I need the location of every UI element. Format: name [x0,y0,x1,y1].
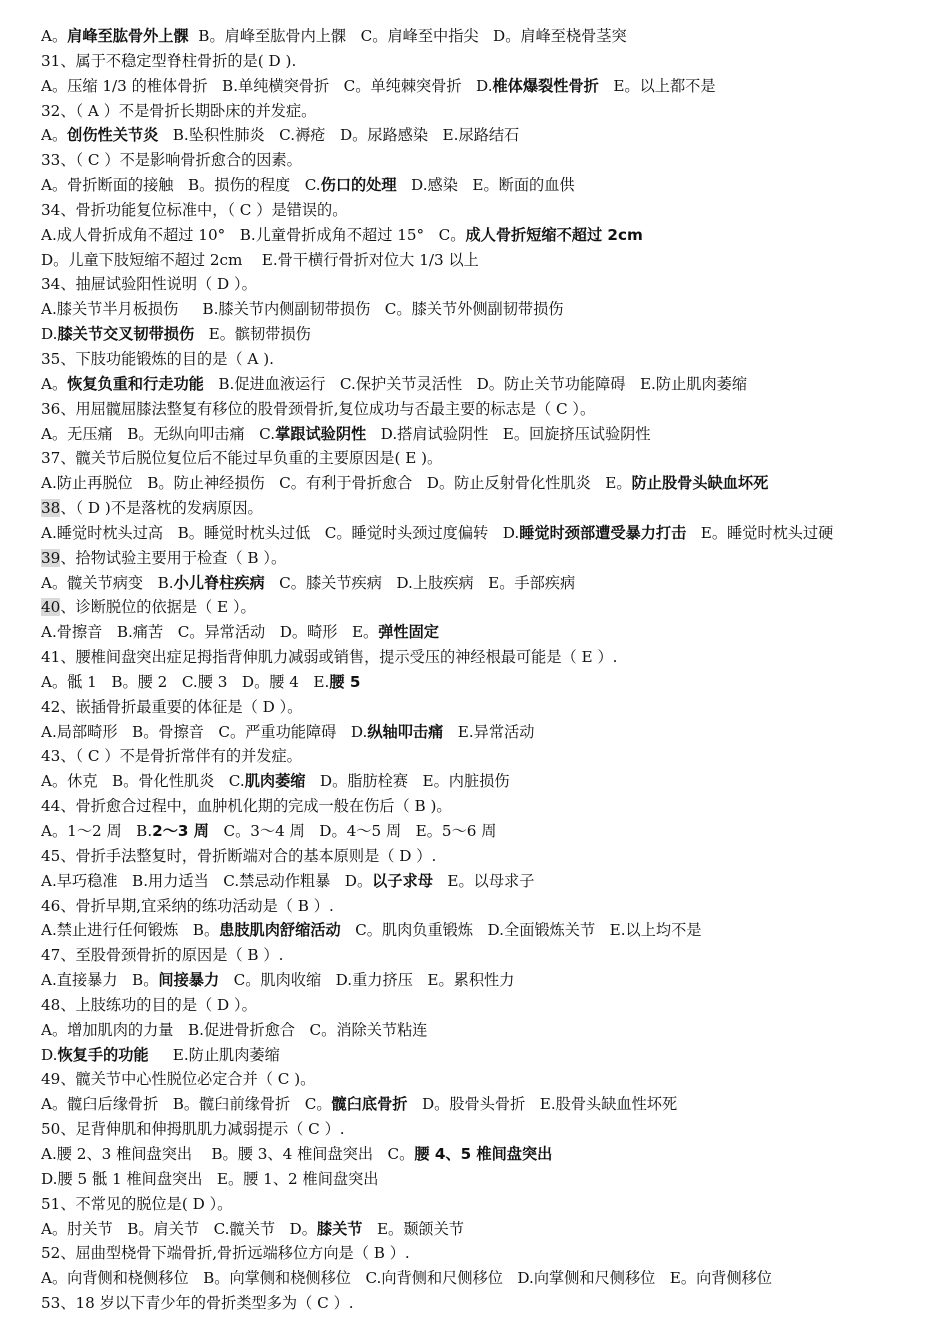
text-line [41,198,946,223]
answer-highlight: 患肢肌肉舒缩活动 [219,921,341,940]
text-segment: A.膝关节半月板损伤 B.膝关节内侧副韧带损伤 C。膝关节外侧副韧带损伤 [41,300,564,319]
text-line [41,993,946,1018]
text-segment: A.禁止进行任何锻炼 B。 [41,921,220,940]
text-line [41,322,946,347]
text-line [41,844,946,869]
text-line [41,869,946,894]
text-segment: E。颞颌关节 [362,1219,464,1238]
text-segment: D. [41,325,58,344]
text-segment: A。骶 1 B。腰 2 C.腰 3 D。腰 4 E. [41,672,330,691]
text-segment: 45、骨折手法整复时，骨折断端对合的基本原则是（ D ）. [41,846,437,865]
text-line [41,794,946,819]
text-segment: D. [41,1045,58,1064]
text-segment: 53、18 岁以下青少年的骨折类型多为（ C ）. [41,1294,354,1313]
answer-highlight: 伤口的处理 [320,176,397,195]
text-segment: D。脂肪栓赛 E。内脏损伤 [305,772,510,791]
answer-highlight: 恢复手的功能 [57,1045,149,1064]
text-line [41,918,946,943]
text-segment: 36、用屈髋屈膝法整复有移位的股骨颈骨折,复位成功与否最主要的标志是（ C ）。 [41,399,596,418]
question-text-block [41,24,946,1316]
text-segment: B.坠积性肺炎 C.褥疮 D。尿路感染 E.尿路结石 [158,126,520,145]
answer-highlight: 2～3 周 [152,822,209,840]
highlighted-number: 39 [41,548,61,567]
text-segment: A.睡觉时枕头过高 B。睡觉时枕头过低 C。睡觉时头颈过度偏转 D. [41,523,520,542]
text-segment: D。儿童下肢短缩不超过 2cm E.骨干横行骨折对位大 1/3 以上 [41,250,479,269]
answer-highlight: 腰 5 [329,672,361,691]
text-segment: E.防止肌肉萎缩 [148,1045,280,1064]
text-line [41,521,946,546]
text-line [41,1142,946,1167]
text-line [41,397,946,422]
text-line [41,148,946,173]
text-segment: A。 [41,27,68,45]
text-segment: 51、不常见的脱位是( D ）。 [41,1194,233,1213]
text-segment: 32、（ A ）不是骨折长期卧床的并发症。 [41,101,317,120]
text-segment: 33、（ C ）不是影响骨折愈合的因素。 [41,151,302,170]
text-segment: 47、至股骨颈骨折的原因是（ B ）. [41,946,284,965]
text-segment: A.直接暴力 B。 [41,971,159,990]
text-line [41,1117,946,1142]
text-segment: C。3～4 周 D。4～5 周 E。5～6 周 [208,822,497,840]
text-segment: C。膝关节疾病 D.上肢疾病 E。手部疾病 [264,573,576,592]
text-segment: D.腰 5 骶 1 椎间盘突出 E。腰 1、2 椎间盘突出 [41,1169,379,1188]
text-line [41,1217,946,1242]
text-segment: D.感染 E。断面的血供 [396,176,575,195]
text-line [41,248,946,273]
text-line [41,1192,946,1217]
answer-highlight: 髋臼底骨折 [331,1095,408,1114]
answer-highlight: 肌肉萎缩 [244,772,306,791]
text-segment: D。股骨头骨折 E.股骨头缺血性坏死 [407,1095,678,1114]
text-segment: 46、骨折早期,宜采纳的练功活动是（ B ）. [41,896,334,915]
answer-highlight: 以子求母 [372,871,433,890]
text-segment: 43、（ C ）不是骨折常伴有的并发症。 [41,747,302,766]
text-segment: A.成人骨折成角不超过 10° B.儿童骨折成角不超过 15° C。 [41,225,466,244]
answer-highlight: 间接暴力 [158,971,220,990]
text-line [41,99,946,124]
answer-highlight: 创伤性关节炎 [67,126,159,145]
text-segment: A。骨折断面的接触 B。损伤的程度 C. [41,176,321,195]
text-segment: A.防止再脱位 B。防止神经损伤 C。有利于骨折愈合 D。防止反射骨化性肌炎 E。 [41,474,632,493]
highlighted-number: 38 [41,499,61,518]
answer-highlight: 小儿脊柱疾病 [173,573,265,592]
text-segment: 、拾物试验主要用于检查（ B ）。 [60,548,287,567]
text-line [41,695,946,720]
text-line [41,1067,946,1092]
text-segment: 44、骨折愈合过程中，血肿机化期的完成一般在伤后（ B )。 [41,797,452,816]
text-segment: A.局部畸形 B。骨擦音 C。严重功能障碍 D. [41,722,368,741]
text-segment: A。压缩 1/3 的椎体骨折 B.单纯横突骨折 C。单纯棘突骨折 D. [41,76,493,95]
text-segment: 42、嵌插骨折最重要的体征是（ D ）。 [41,697,303,716]
text-line [41,546,946,571]
text-line [41,1018,946,1043]
text-segment: E。以上都不是 [598,76,716,95]
text-line [41,446,946,471]
text-line [41,1266,946,1291]
text-segment: E。睡觉时枕头过硬 [686,523,834,542]
answer-highlight: 腰 4、5 椎间盘突出 [414,1144,553,1163]
answer-highlight: 纵轴叩击痛 [367,722,444,741]
text-line [41,422,946,447]
text-line [41,620,946,645]
text-segment: E。以母求子 [432,871,535,890]
text-line [41,819,946,844]
text-line [41,720,946,745]
text-line [41,943,946,968]
answer-highlight: 弹性固定 [378,623,439,642]
text-segment: 37、髋关节后脱位复位后不能过早负重的主要原因是( E )。 [41,449,443,468]
text-line [41,645,946,670]
text-segment: 48、上肢练功的目的是（ D ）。 [41,995,257,1014]
text-segment: A。向背侧和桡侧移位 B。向掌侧和桡侧移位 C.向背侧和尺侧移位 D.向掌侧和尺侧移位 E。向背侧移位 [41,1269,773,1288]
text-segment: 35、下肢功能锻炼的目的是（ A ). [41,349,274,368]
text-line [41,49,946,74]
text-segment: A.骨擦音 B.痛苦 C。异常活动 D。畸形 E。 [41,623,379,642]
answer-highlight: 成人骨折短缩不超过 2cm [465,225,643,244]
text-line [41,670,946,695]
answer-highlight: 膝关节交叉韧带损伤 [57,325,195,344]
text-segment: A.腰 2、3 椎间盘突出 B。腰 3、4 椎间盘突出 C。 [41,1144,415,1163]
text-line [41,968,946,993]
text-segment: 49、髋关节中心性脱位必定合并（ C )。 [41,1070,316,1089]
text-line [41,1241,946,1266]
text-line [41,496,946,521]
text-segment: C。肌肉收缩 D.重力挤压 E。累积性力 [219,971,515,990]
text-line [41,272,946,297]
text-segment: E。髌韧带损伤 [194,325,311,344]
text-segment: 34、抽屉试验阳性说明（ D ）。 [41,275,257,294]
text-line [41,24,946,49]
text-segment: C。肌肉负重锻炼 D.全面锻炼关节 E.以上均不是 [340,921,702,940]
text-segment: A。1～2 周 B. [41,822,153,840]
text-line [41,1291,946,1316]
text-segment: 50、足背伸肌和伸拇肌肌力减弱提示（ C ）. [41,1120,345,1139]
answer-highlight: 恢复负重和行走功能 [67,374,204,393]
text-segment: 41、腰椎间盘突出症足拇指背伸肌力减弱或销售，提示受压的神经根最可能是（ E ）. [41,648,618,667]
answer-highlight: 防止股骨头缺血坏死 [631,474,769,493]
text-line [41,297,946,322]
text-segment: A.早巧稳准 B.用力适当 C.禁忌动作粗暴 D。 [41,871,373,890]
text-segment: A。髋臼后缘骨折 B。髋臼前缘骨折 C。 [41,1095,332,1114]
text-segment: E.异常活动 [443,722,535,741]
text-segment: D.搭肩试验阴性 E。回旋挤压试验阴性 [366,424,651,443]
text-segment: A。 [41,126,68,145]
text-line [41,571,946,596]
answer-highlight: 膝关节 [316,1219,363,1238]
answer-highlight: 睡觉时颈部遭受暴力打击 [519,523,687,542]
text-line [41,223,946,248]
text-segment: A。休克 B。骨化性肌炎 C. [41,772,245,791]
text-segment: A。 [41,374,68,393]
answer-highlight: 椎体爆裂性骨折 [492,76,599,95]
highlighted-number: 40 [41,598,61,617]
text-line [41,595,946,620]
text-line [41,744,946,769]
text-line [41,372,946,397]
text-line [41,471,946,496]
text-line [41,1092,946,1117]
answer-highlight: 掌跟试验阴性 [275,424,367,443]
text-segment: B.促进血液运行 C.保护关节灵活性 D。防止关节功能障碍 E.防止肌肉萎缩 [203,374,748,393]
text-line [41,74,946,99]
text-line [41,173,946,198]
text-line [41,894,946,919]
text-line [41,1043,946,1068]
text-segment: 34、骨折功能复位标准中，（ C ）是错误的。 [41,200,348,219]
text-segment: A。髋关节病变 B. [41,573,174,592]
text-segment: A。增加肌肉的力量 B.促进骨折愈合 C。消除关节粘连 [41,1020,428,1039]
text-segment: A。无压痛 B。无纵向叩击痛 C. [41,424,276,443]
text-segment: A。肘关节 B。肩关节 C.髋关节 D。 [41,1219,317,1238]
answer-highlight: 肩峰至肱骨外上髁 [67,27,189,45]
text-segment: 、诊断脱位的依据是（ E ）。 [60,598,256,617]
text-segment: 、（ D )不是落枕的发病原因。 [60,499,263,518]
text-line [41,123,946,148]
text-line [41,769,946,794]
text-segment: 31、属于不稳定型脊柱骨折的是( D ). [41,51,297,70]
text-line [41,347,946,372]
text-segment: 52、屈曲型桡骨下端骨折,骨折远端移位方向是（ B ）. [41,1244,410,1263]
text-segment: B。肩峰至肱骨内上髁 C。肩峰至中指尖 D。肩峰至桡骨茎突 [188,27,627,45]
text-line [41,1167,946,1192]
